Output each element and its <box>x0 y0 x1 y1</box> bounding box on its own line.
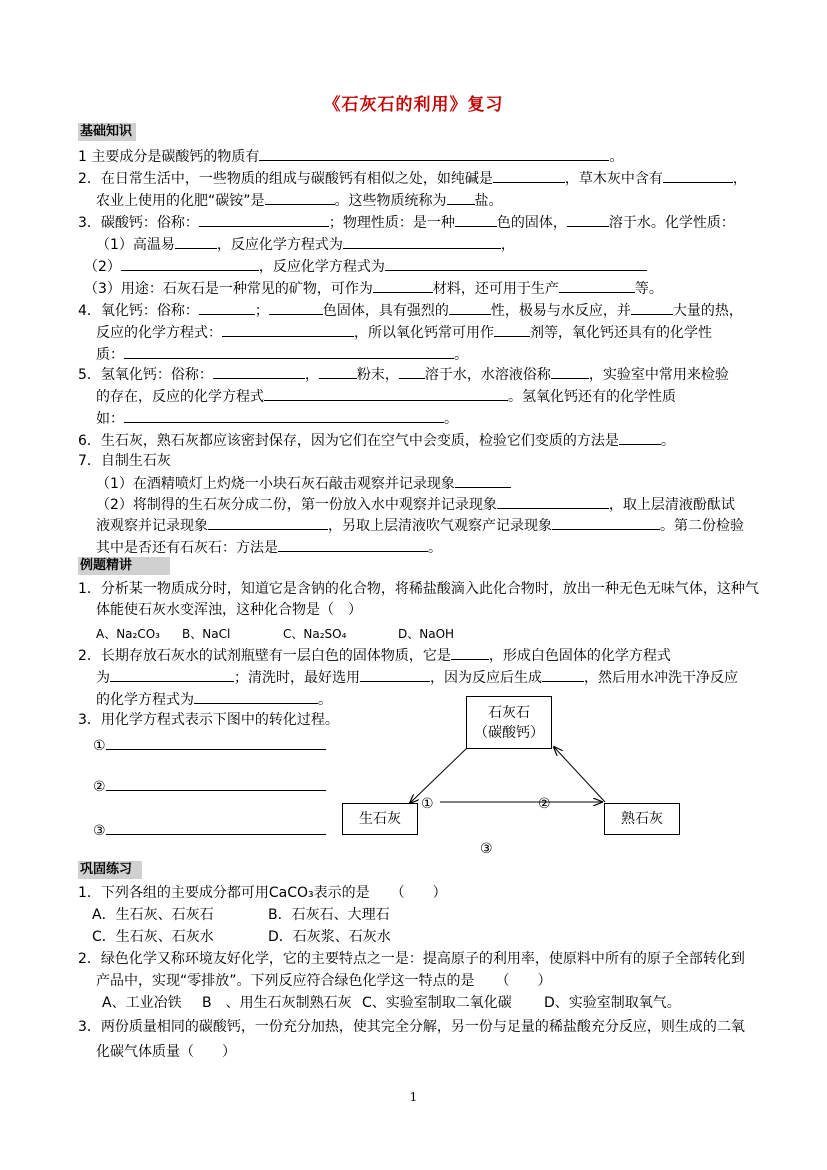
option-b[interactable]: B 、用生石灰制熟石灰 <box>202 995 352 1011</box>
question-text: 2．在日常生活中，一些物质的组成与碳酸钙有相似之处，如纯碱是 <box>78 171 493 187</box>
question-text: 。 <box>454 347 468 363</box>
question-text: ，因为反应后生成 <box>430 670 542 686</box>
answer-blank[interactable] <box>494 322 530 337</box>
question-text: （3）用途：石灰石是一种常见的矿物，可作为 <box>84 281 373 297</box>
answer-blank[interactable] <box>213 364 305 379</box>
question-text: （2） <box>84 259 121 275</box>
question-text: 材料，还可用于生产 <box>432 281 559 297</box>
answer-label: ① <box>93 738 106 754</box>
answer-blank[interactable] <box>497 494 609 509</box>
answer-blank[interactable] <box>124 344 454 359</box>
section-header-practice: 巩固练习 <box>78 861 142 879</box>
question-2-line-1 <box>78 168 747 188</box>
option-c[interactable]: C．生石灰、石灰水 <box>92 929 214 945</box>
question-text: ； <box>254 303 269 319</box>
answer-blank[interactable] <box>455 212 497 227</box>
answer-label: ③ <box>93 823 106 839</box>
question-text: 。 <box>660 433 675 449</box>
answer-blank[interactable] <box>360 667 430 682</box>
question-text: 溶于水。化学性质： <box>608 215 735 231</box>
answer-blank[interactable] <box>447 190 475 205</box>
marker-3: ③ <box>480 841 493 857</box>
question-text: 。这些物质统称为 <box>334 193 447 209</box>
question-5-line-3 <box>96 408 458 428</box>
question-text: 质： <box>96 347 124 363</box>
node-label: 石灰石 <box>488 705 530 721</box>
answer-blank[interactable] <box>121 256 259 271</box>
question-text: 2．长期存放石灰水的试剂瓶壁有一层白色的固体物质，它是 <box>78 648 451 664</box>
question-text: 溶于水，水溶液俗称 <box>424 367 551 383</box>
example-3-answer-1 <box>93 735 326 755</box>
practice-3-line-1: 3．两份质量相同的碳酸钙，一份充分加热，使其完全分解，另一份与足量的稀盐酸充分反应，则生成的二氧 <box>78 1019 745 1035</box>
question-5-line-1 <box>78 364 729 384</box>
answer-blank[interactable] <box>619 430 661 445</box>
question-text: 性，极易与水反应，并 <box>490 303 631 319</box>
question-text: 色固体，具有强烈的 <box>322 303 449 319</box>
answer-blank[interactable] <box>552 515 660 530</box>
question-text: 。 <box>609 149 624 165</box>
answer-blank[interactable] <box>455 473 511 488</box>
answer-blank[interactable] <box>194 689 318 704</box>
option-d[interactable]: D、实验室制取氧气。 <box>544 995 681 1011</box>
answer-blank[interactable] <box>199 212 329 227</box>
page-number: 1 <box>409 1090 418 1104</box>
question-text: 的化学方程式为 <box>96 692 194 708</box>
quicklime-node: 生石灰 <box>342 803 418 835</box>
question-text: ，另取上层清液吹气观察产记录现象 <box>328 518 552 534</box>
answer-blank[interactable] <box>110 667 234 682</box>
question-text: ；物理性质：是一种 <box>328 215 455 231</box>
question-text: ；清洗时，最好选用 <box>234 670 360 686</box>
question-4-line-2 <box>96 322 712 342</box>
question-1 <box>78 146 623 166</box>
limestone-node <box>466 696 552 749</box>
answer-blank[interactable] <box>222 322 354 337</box>
answer-blank[interactable] <box>631 300 673 315</box>
question-text: ， <box>732 171 747 187</box>
question-7-line-4 <box>96 537 442 557</box>
example-1-line-1: 1．分析某一物质成分时，知道它是含钠的化合物，将稀盐酸滴入此化合物时，放出一种无色无味气体，这种气 <box>78 581 759 597</box>
example-2-line-1 <box>78 645 671 665</box>
example-3-answer-3 <box>93 820 326 840</box>
question-text: 液观察并记录现象 <box>96 518 208 534</box>
practice-3-line-2: 化碳气体质量（ ） <box>96 1044 236 1060</box>
practice-1-text: 1．下列各组的主要成分都可用CaCO₃表示的是 （ ） <box>78 885 447 901</box>
question-text: 6．生石灰，熟石灰都应该密封保存，因为它们在空气中会变质，检验它们变质的方法是 <box>78 433 619 449</box>
section-header-basics: 基础知识 <box>78 123 136 141</box>
practice-2-line-2: 产品中，实现“零排放”。下列反应符合绿色化学这一特点的是 （ ） <box>96 973 552 989</box>
question-3-line-4 <box>84 278 663 298</box>
question-3-line-3 <box>84 256 647 276</box>
marker-2: ② <box>538 796 551 812</box>
answer-blank[interactable] <box>451 645 489 660</box>
example-3-text: 3．用化学方程式表示下图中的转化过程。 <box>78 712 339 728</box>
practice-2-line-1: 2．绿色化学又称环境友好化学，它的主要特点之一是：提高原子的利用率，使原料中所有的原子全部转化到 <box>78 951 745 967</box>
option-d[interactable]: D．石灰浆、石灰水 <box>268 929 391 945</box>
question-4-line-1 <box>78 300 743 320</box>
answer-blank[interactable] <box>106 820 326 835</box>
question-7-line-3 <box>96 515 744 535</box>
question-7-title <box>78 452 171 470</box>
question-text: ，反应化学方程式为 <box>258 259 385 275</box>
example-2-line-2 <box>96 667 738 687</box>
answer-blank[interactable] <box>106 735 326 750</box>
arrow-slakedlime-to-limestone <box>554 747 605 802</box>
arrow-limestone-to-quicklime <box>410 747 468 803</box>
question-text: 7．自制生石灰 <box>78 453 171 469</box>
question-text: 1 主要成分是碳酸钙的物质有 <box>78 149 260 165</box>
answer-label: ② <box>93 779 106 795</box>
answer-blank[interactable] <box>449 300 491 315</box>
answer-blank[interactable] <box>663 168 733 183</box>
question-7-line-2 <box>96 494 735 514</box>
option-b[interactable]: B、NaCl <box>182 627 231 641</box>
option-d[interactable]: D、NaOH <box>398 627 455 641</box>
answer-blank[interactable] <box>278 537 428 552</box>
answer-blank[interactable] <box>208 515 328 530</box>
question-text: （1）高温易 <box>96 237 175 253</box>
question-text: 的存在，反应的化学方程式 <box>96 389 264 405</box>
question-text: ，反应化学方程式为 <box>216 237 343 253</box>
question-5-line-2 <box>96 386 676 406</box>
question-3-line-2 <box>96 234 515 254</box>
question-text: ，然后用水冲洗干净反应 <box>584 670 738 686</box>
answer-blank[interactable] <box>269 300 323 315</box>
question-text: ，取上层清液酚酞试 <box>608 497 735 513</box>
question-text: 农业上使用的化肥“碳铵”是 <box>96 193 265 209</box>
question-text: 其中是否还有石灰石：方法是 <box>96 540 278 556</box>
question-3-line-1 <box>78 212 735 232</box>
answer-blank[interactable] <box>493 168 565 183</box>
question-text: ， <box>500 237 515 253</box>
example-1-line-2: 体能使石灰水变浑浊，这种化合物是（ ） <box>96 602 362 618</box>
answer-blank[interactable] <box>124 408 444 423</box>
question-text: 。 <box>444 411 458 427</box>
question-4-line-3 <box>96 344 468 364</box>
answer-blank[interactable] <box>175 234 217 249</box>
answer-blank[interactable] <box>542 667 584 682</box>
question-text: 粉末， <box>356 367 399 383</box>
question-text: ，实验室中常用来检验 <box>588 367 729 383</box>
option-c[interactable]: C、实验室制取二氧化碳 <box>362 995 512 1011</box>
answer-blank[interactable] <box>343 234 501 249</box>
question-text: ，草木灰中含有 <box>564 171 663 187</box>
question-text: 。第二份检验 <box>660 518 744 534</box>
answer-blank[interactable] <box>106 776 326 791</box>
answer-blank[interactable] <box>199 300 255 315</box>
slakedlime-node: 熟石灰 <box>604 803 680 835</box>
question-text: 等。 <box>634 281 663 297</box>
question-2-line-2 <box>96 190 503 210</box>
option-b[interactable]: B．石灰石、大理石 <box>268 907 390 923</box>
question-text: 。 <box>318 692 332 708</box>
answer-blank[interactable] <box>567 212 609 227</box>
question-text: 4．氧化钙：俗称： <box>78 303 199 319</box>
question-text: 剂等，氧化钙还具有的化学性 <box>530 325 712 341</box>
option-a[interactable]: A、工业冶铁 <box>102 995 182 1011</box>
node-label: （碳酸钙） <box>474 725 544 741</box>
answer-blank[interactable] <box>399 364 425 379</box>
question-text: 反应的化学方程式： <box>96 325 222 341</box>
question-text: 如： <box>96 411 124 427</box>
answer-blank[interactable] <box>265 190 335 205</box>
answer-blank[interactable] <box>319 364 357 379</box>
question-text: 。 <box>428 540 442 556</box>
question-text: ， <box>304 367 319 383</box>
answer-blank[interactable] <box>373 278 433 293</box>
question-text: 3．碳酸钙：俗称： <box>78 215 199 231</box>
question-text: （2）将制得的生石灰分成二份，第一份放入水中观察并记录现象 <box>96 497 497 513</box>
question-text: （1）在酒精喷灯上灼烧一小块石灰石敲击观察并记录现象 <box>96 476 455 492</box>
question-text: 为 <box>96 670 110 686</box>
marker-1: ① <box>421 796 434 812</box>
option-a[interactable]: A．生石灰、石灰石 <box>92 907 214 923</box>
answer-blank[interactable] <box>385 256 647 271</box>
question-text: 色的固体， <box>496 215 567 231</box>
option-a[interactable]: A、Na₂CO₃ <box>96 627 160 641</box>
question-text: ，所以氧化钙常可用作 <box>354 325 494 341</box>
question-6 <box>78 430 675 450</box>
question-text: 盐。 <box>474 193 503 209</box>
example-3-answer-2 <box>93 776 326 796</box>
question-text: 大量的热， <box>672 303 743 319</box>
section-header-examples: 例题精讲 <box>78 557 170 575</box>
question-text: ，形成白色固体的化学方程式 <box>488 648 671 664</box>
example-2-line-3 <box>96 689 332 709</box>
answer-blank[interactable] <box>264 386 508 401</box>
page-title: 《石灰石的利用》复习 <box>323 95 504 115</box>
question-text: 5．氢氧化钙：俗称： <box>78 367 213 383</box>
answer-blank[interactable] <box>551 364 589 379</box>
option-c[interactable]: C、Na₂SO₄ <box>283 627 347 641</box>
answer-blank[interactable] <box>559 278 635 293</box>
answer-blank[interactable] <box>259 146 609 161</box>
question-7-line-1 <box>96 473 511 493</box>
question-text: 。氢氧化钙还有的化学性质 <box>508 389 676 405</box>
